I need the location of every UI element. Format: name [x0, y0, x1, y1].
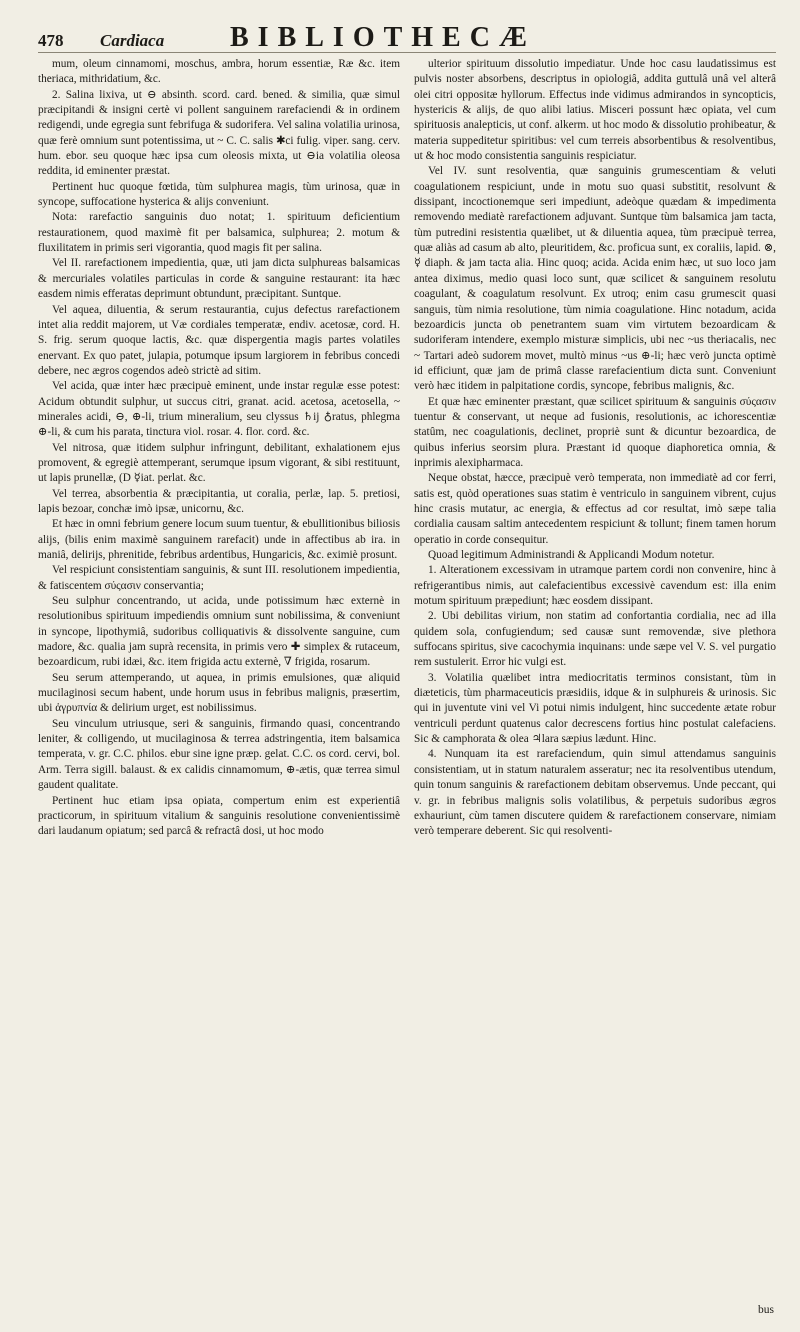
paragraph: Quoad legitimum Administrandi & Applicandi Modum notetur.	[428, 549, 715, 561]
paragraph: ulterior spirituum dissolutio impediatur. Unde hoc casu laudatissimus est pulvis noster absorbens, descriptus in opiologiâ, addita guttulâ unâ vel alterâ olei citri oppositæ hyllorum. Effectus inde vidimus admirandos in syncopticis, hystericis & alijs, de quo alibi latius. Misceri possunt hæc opiata, vel cum spirituosis analepticis, ut conf. alkerm. ut hoc modo & dissolutio prohibeatur, & materia suppeditetur spiritibus: vel cum terreis absorbentibus & resolventibus, ut & hoc modo consistentia sanguinis respiciatur.	[414, 58, 776, 163]
paragraph: Vel II. rarefactionem impedientia, quæ, uti jam dicta sulphureas balsamicas & mercuriales volatiles particulas in corde & sanguine restaurant: ita hæc easdem nimis efferatas deprimunt obtundunt, præcipitant. Suntque.	[38, 257, 400, 301]
paragraph: Neque obstat, hæcce, præcipuè verò temperata, non immediatè ad cor ferri, satis est, quòd operationes suas statim è ventriculo in sanguinem vibrent, cujus hinc crasis mutatur, ac energia, & effectus ad cor resultat, imò sæpe talia cordialia causam saltim antecedentem respiciunt & tollunt; finem tamen horum operatio in corde consequitur.	[414, 472, 776, 546]
paragraph: 3. Volatilia quælibet intra mediocritatis terminos consistant, tùm in diæteticis, tùm pharmaceuticis præsidiis, idque & in sulphureis & urinosis. Sic qui in juventute vini vel Vi potui nimis indulgent, hinc succedente ætate robur ventriculi perdunt quatenus calor decrescens fortius hinc postulat calefaciens. Sic & camphorata & olea ♃lara sæpius lædunt. Hinc.	[414, 671, 776, 746]
paragraph: Vel aquea, diluentia, & serum restaurantia, cujus defectus rarefactionem intet alia reddit majorem, ut Væ cordiales temperatæ, endiv. acetosæ, cord. H. S. frig. serum quoque lactis, &c. quæ dispergentia magis partes volatiles enervant. Ex quo patet, julapia, potumque ipsum largiorem in febribus concedi debere, nec ægros cogendos adeò strictè ad sitim.	[38, 303, 400, 377]
page-title: BIBLIOTHECÆ	[230, 22, 536, 53]
paragraph: Vel acida, quæ inter hæc præcipuè eminent, unde instar regulæ esse potest: Acidum obtundit sulphur, ut succus citri, granat. acid. acetosa, acetosella, ~ minerales acidi, ⊖, ⊕-li, trium mineralium, seu clyssus ♄ij ♁ratus, phlegma ⊕-li, & cum his parata, tinctura viol. rosar. 4. flor. cord. &c.	[38, 380, 400, 439]
page-number: 478	[38, 31, 64, 50]
paragraph: Vel respiciunt consistentiam sanguinis, & sunt III. resolutionem impedientia, & fatiscentem σύςασιν conservantia;	[38, 564, 400, 592]
paragraph: Et quæ hæc eminenter præstant, quæ scilicet spirituum & sanguinis σύςασιν tuentur & conservant, ut neque ad fusionis, resolutionis, ac ichorescentiæ statûm, nec coagulationis, declinet, propriè sunt & dicuntur bezoardica, de quibus inferius seorsim plura. Præstant id quoque diaphoretica omnia, & inprimis alexipharmaca.	[414, 395, 776, 469]
paragraph: Seu vinculum utriusque, seri & sanguinis, firmando quasi, concentrando leniter, & colligendo, ut mucilaginosa & terrea adstringentia, item balsamica temperata, v. gr. C.C. philos. ebur sine igne præp. gelat. C.C. os cord. cervi, bol. Arm. Terra sigill. balaust. & ex calidis cinnamomum, ⊕-ætis, quæ terrea simul gaudent qualitate.	[38, 717, 400, 792]
paragraph: mum, oleum cinnamomi, moschus, ambra, horum essentiæ, Ræ &c. item theriaca, mithridatium, &c.	[38, 58, 400, 86]
paragraph: Seu sulphur concentrando, ut acida, unde potissimum hæc externè in resolutionibus spirituum impediendis omnium sunt nobilissima, & conveniunt in syncope, lipothymiâ, sudoribus colliquativis & dissolvente sanguine, cum madore, &c. qualia jam suprà recensita, in primis vero ✚ simplex & rutaceum, bezoardicum, rubi idæi, &c. item frigida actu externè, ∇ frigida, rosarum.	[38, 595, 400, 669]
paragraph: 2. Ubi debilitas virium, non statim ad confortantia cordialia, nec ad illa quidem sola, confugiendum; sed causæ sunt removendæ, sive plethora suffocans spiritus, sive cacochymia inquinans: unde sæpe vel V. S. vel purgatio rem sustulerit. Error hic vulgi est.	[414, 610, 776, 669]
paragraph: Vel terrea, absorbentia & præcipitantia, ut coralia, perlæ, lap. 5. pretiosi, lapis bezoar, conchæ imò ipsæ, unicornu, &c.	[38, 487, 400, 515]
right-column	[414, 57, 776, 1317]
left-column	[38, 57, 400, 1317]
paragraph: 1. Alterationem excessivam in utramque partem cordi non convenire, hinc à refrigerantibus nimis, aut calefacientibus excessivè cavendum est: illa enim motum spirituum præpediunt; hæc eosdem dissipant.	[414, 564, 776, 608]
paragraph: Seu serum attemperando, ut aquea, in primis emulsiones, quæ aliquid mucilaginosi secum habent, unde horum usus in febribus malignis, præsertim, ubi ἀγρυπνία & delirium urget, est nobilissimus.	[38, 671, 400, 715]
paragraph: 2. Salina lixiva, ut ⊖ absinth. scord. card. bened. & similia, quæ simul præcipitandi & insigni certè vi pollent sanguinem rarefaciendi & in ordinem redigendi, unde egregia sunt febrifuga & sudorifera. Vel salina volatilia urinosa, quæ ferè omnium sunt potentissima, ut ~ C. C. salis ✱ci fulig. viper. sang. cerv. hum. ebor. seu quoque hæc ipsa cum oleosis mixta, ut ⊖ia volatilia oleosa reddita, id eminenter præstat.	[38, 88, 400, 178]
paragraph: Nota: rarefactio sanguinis duo notat; 1. spirituum deficientium restaurationem, quod maximè fit per balsamica, sulphurea; 2. motum & fluxilitatem in primis seri vigorantia, quod magis fit per salina.	[38, 211, 400, 255]
paragraph: 4. Nunquam ita est rarefaciendum, quin simul attendamus sanguinis consistentiam, ut in statum naturalem asseratur; nec ita resolventibus utendum, quin tonum sanguinis & rarefactionem debitam observemus. Unde peccant, qui v. gr. in febribus malignis solis volatilibus, & perpetuis sudoribus ægros exhauriunt, cùm tamen discutere quidem & rarefactionem conservare, nimiam verò temperare deberent. Sic qui resolventi-	[414, 748, 776, 838]
catchword: bus	[758, 1304, 774, 1316]
text-columns	[38, 57, 776, 1317]
running-head: Cardiaca	[100, 31, 165, 50]
paragraph: Vel nitrosa, quæ itidem sulphur infringunt, debilitant, exhalationem ejus promovent, & egregiè attemperant, serumque ipsum vigorant, & sibi restituunt, ut lapis prunellæ, (D ☿iat. perlat. &c.	[38, 441, 400, 485]
paragraph: Pertinent huc etiam ipsa opiata, compertum enim est experientiâ practicorum, in spirituum vitalium & sanguinis resolutione convenientissimè dari laudanum opiatum; sed parcâ & refractâ dosi, ut hoc modo	[38, 794, 400, 838]
paragraph: Vel IV. sunt resolventia, quæ sanguinis grumescentiam & veluti coagulationem respiciunt, unde in motu suo quasi substitit, resolvunt & dissipant, incoctionemque seri impediunt, adeòque quædam & impedimenta removendo mediatè rarefactionem adjuvant. Suntque tùm balsamica jam tacta, tùm putredini resistentia quælibet, ut & diluentia aquea, tùm præcipuè terrea, quæ aliàs ad casum ab alto, pleuritidem, &c. proficua sunt, ex coraliis, lapid. ⊗, ☿ diaph. & jam tacta alia. Hinc quoq; acida. Acida enim hæc, ut suo loco jam antea diximus, medio quasi loco sunt, quæ scilicet & sanguinem resolutu coagulant, & coagulatum resolvunt. Ex utroq; enim casu grumescit quasi sanguis, tùm nimia resolutione, tùm nimia coagulatione. Hinc notadum, acida bezoardicis juncta ob penetrantem suam vim virtutem bezoardicam & sudoriferam intendere, exemplo misturæ simplicis, ubi nec ~us theriacalis, nec ~ Tartari adeò sudorem movet, multò minus ~us ⊕-li; hæc verò juncta optimè id efficiunt, quæ jam de primâ classe rarefacientium dicta sunt. Conveniunt verò hæc itidem in palpitatione cordis, syncope, febribus malignis, &c.	[414, 165, 776, 393]
page-header	[38, 22, 776, 53]
paragraph: Et hæc in omni febrium genere locum suum tuentur, & ebullitionibus biliosis alijs, (bilis enim maximè sanguinem rarefacit) unde in affectibus ab ira. in maniâ, delirijs, phrenitide, febribus ardentibus, Hungaricis, &c. eximiè prosunt.	[38, 518, 400, 561]
paragraph: Pertinent huc quoque fœtida, tùm sulphurea magis, tùm urinosa, quæ in syncope, suffocatione hysterica & alijs conveniunt.	[38, 180, 400, 209]
